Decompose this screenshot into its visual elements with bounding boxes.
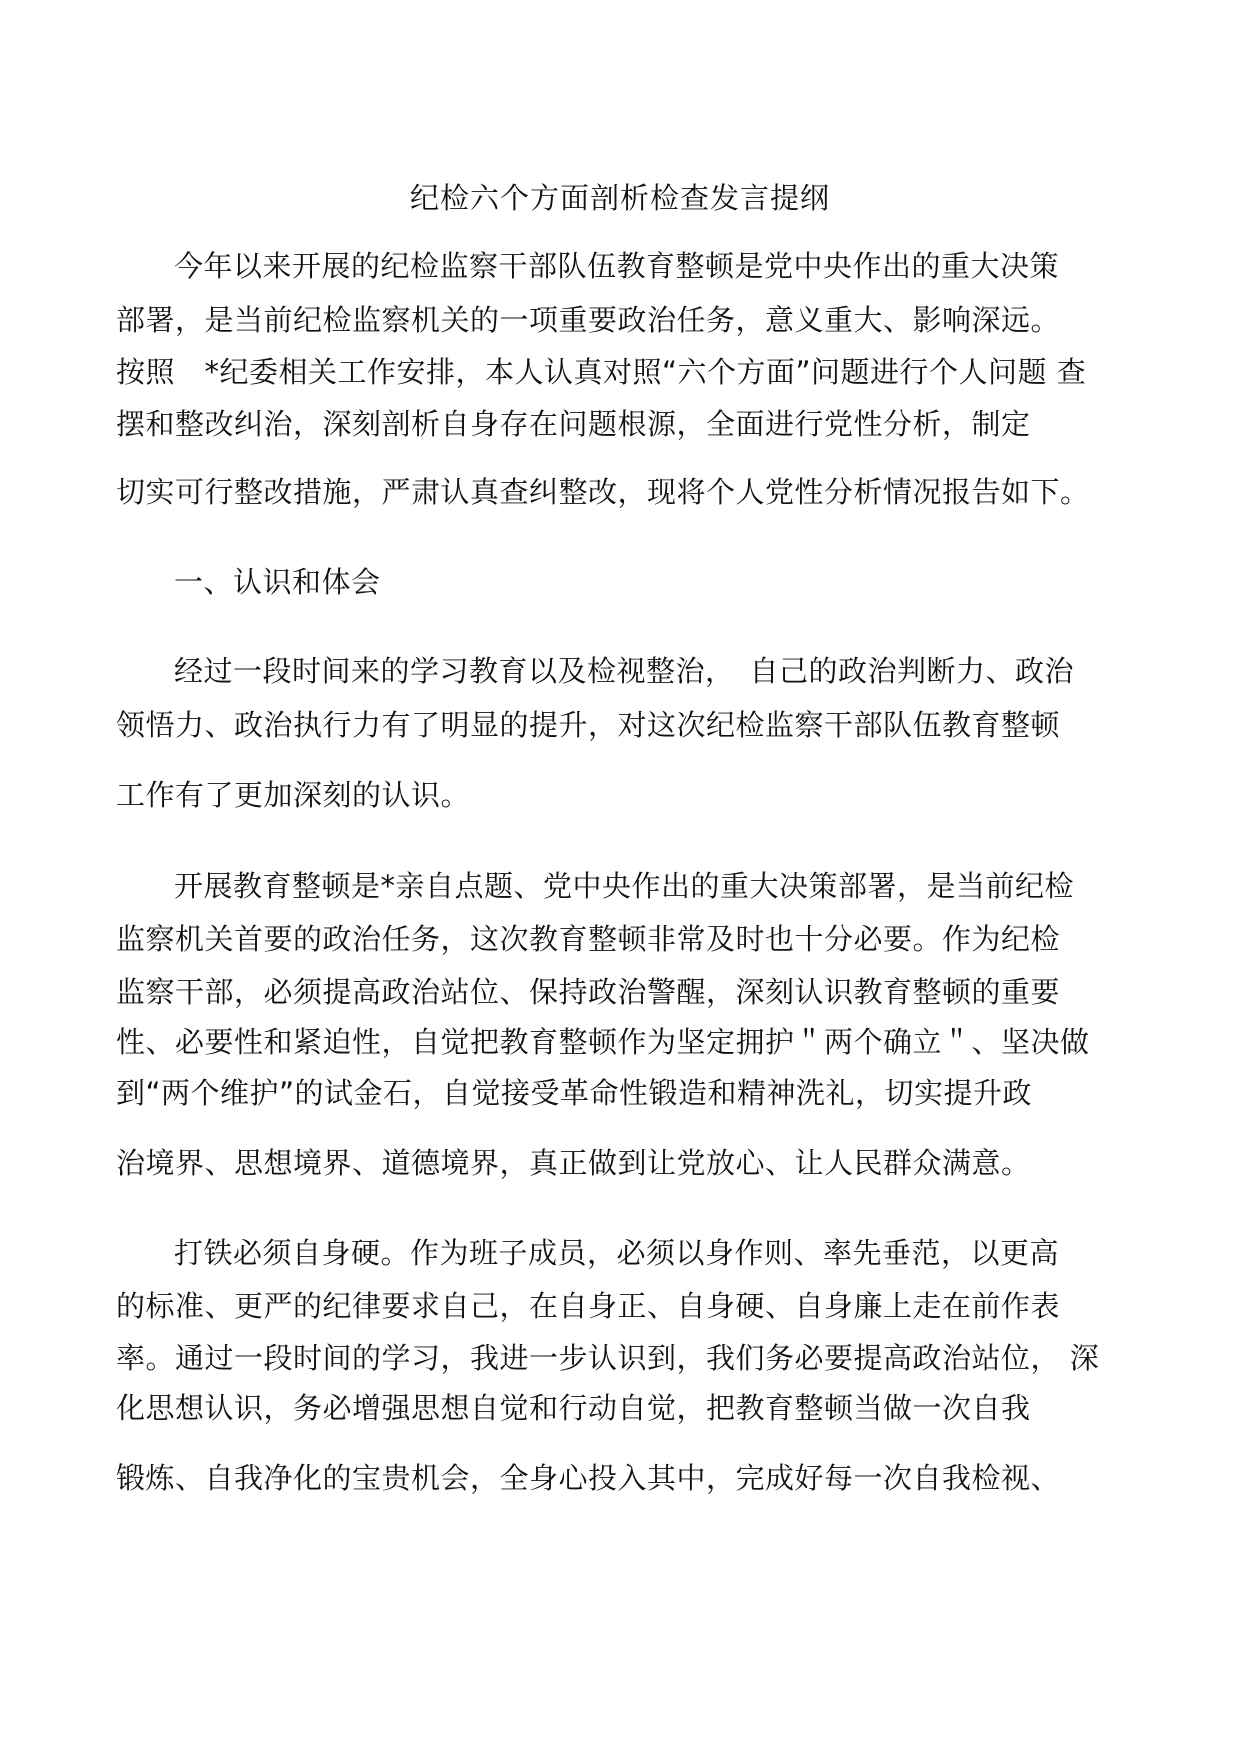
paragraph-line: 治境界、思想境界、道德境界，真正做到让党放心、让人民群众满意。 <box>116 1146 1031 1180</box>
paragraph-line: 打铁必须自身硬。作为班子成员，必须以身作则、率先垂范，以更高 <box>174 1236 1060 1270</box>
paragraph-line: 到“两个维护”的试金石，自觉接受革命性锻造和精神洗礼，切实提升政 <box>116 1076 1033 1110</box>
paragraph-line: 切实可行整改措施，严肃认真查纠整改，现将个人党性分析情况报告如下。 <box>116 475 1090 509</box>
paragraph-line: 经过一段时间来的学习教育以及检视整治， 自己的政治判断力、政治 <box>174 654 1075 688</box>
paragraph-line: 锻炼、自我净化的宝贵机会，全身心投入其中，完成好每一次自我检视、 <box>116 1461 1061 1495</box>
paragraph-line: 工作有了更加深刻的认识。 <box>116 778 471 812</box>
paragraph-line: 的标准、更严的纪律要求自己，在自身正、自身硬、自身廉上走在前作表 <box>116 1289 1061 1323</box>
paragraph-line: 性、必要性和紧迫性，自觉把教育整顿作为坚定拥护＂两个确立＂、坚决做 <box>116 1025 1090 1059</box>
paragraph-line: 今年以来开展的纪检监察干部队伍教育整顿是党中央作出的重大决策 <box>174 249 1060 283</box>
paragraph-line: 化思想认识，务必增强思想自觉和行动自觉，把教育整顿当做一次自我 <box>116 1391 1031 1425</box>
paragraph-line: 部署，是当前纪检监察机关的一项重要政治任务，意义重大、影响深远。 <box>116 303 1061 337</box>
paragraph-line: 监察机关首要的政治任务，这次教育整顿非常及时也十分必要。作为纪检 <box>116 922 1061 956</box>
paragraph-line: 按照 *纪委相关工作安排，本人认真对照“六个方面”问题进行个人问题 查 <box>116 355 1087 389</box>
paragraph-line: 开展教育整顿是*亲自点题、党中央作出的重大决策部署，是当前纪检 <box>174 869 1075 903</box>
document-title: 纪检六个方面剖析检查发言提纲 <box>409 181 830 215</box>
paragraph-line: 率。通过一段时间的学习，我进一步认识到，我们务必要提高政治站位， 深 <box>116 1341 1100 1375</box>
paragraph-line: 监察干部，必须提高政治站位、保持政治警醒，深刻认识教育整顿的重要 <box>116 975 1061 1009</box>
paragraph-line: 摆和整改纠治，深刻剖析自身存在问题根源，全面进行党性分析，制定 <box>116 407 1031 441</box>
section-heading: 一、认识和体会 <box>174 565 381 599</box>
paragraph-line: 领悟力、政治执行力有了明显的提升，对这次纪检监察干部队伍教育整顿 <box>116 708 1061 742</box>
